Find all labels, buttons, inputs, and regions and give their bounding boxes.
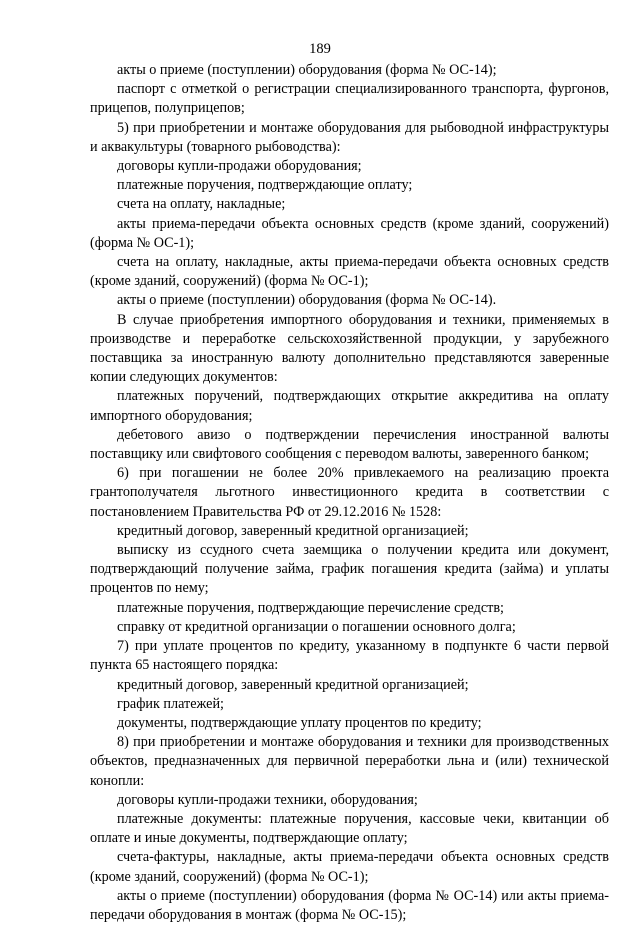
paragraph: кредитный договор, заверенный кредитной организацией; <box>117 676 469 693</box>
paragraph: кредитный договор, заверенный кредитной организацией; <box>117 522 469 539</box>
paragraph: договоры купли-продажи техники, оборудования; <box>117 791 418 808</box>
paragraph: паспорт с отметкой о регистрации специализированного транспорта, фургонов, прицепов, полуприцепов; <box>90 81 609 117</box>
paragraph: выписку из ссудного счета заемщика о получении кредита или документ, подтверждающий получение займа, график погашения кредита (займа) и уплаты процентов по нему; <box>90 542 609 597</box>
paragraph: 7) при уплате процентов по кредиту, указанному в подпункте 6 части первой пункта 65 настоящего порядка: <box>90 638 609 674</box>
paragraph: платежные поручения, подтверждающие оплату; <box>117 177 413 194</box>
paragraph: договоры купли-продажи оборудования; <box>117 158 362 175</box>
paragraph: 8) при приобретении и монтаже оборудования и техники для производственных объектов, предназначенных для первичной переработки льна и (или) технической конопли: <box>90 734 609 789</box>
page-number: 189 <box>309 41 331 57</box>
paragraph: 5) при приобретении и монтаже оборудования для рыбоводной инфраструктуры и аквакультуры (товарного рыбоводства): <box>90 119 609 155</box>
paragraph: дебетового авизо о подтверждении перечисления иностранной валюты поставщику или свифтового сообщения с переводом валюты, заверенного банком; <box>90 426 609 463</box>
paragraph: акты о приеме (поступлении) оборудования (форма № ОС-14) или акты приема-передачи оборудования в монтаж (форма № ОС-15); <box>90 887 609 923</box>
paragraph: акты о приеме (поступлении) оборудования (форма № ОС-14). <box>117 292 497 309</box>
paragraph: 6) при погашении не более 20% привлекаемого на реализацию проекта грантополучателя льготного инвестиционного кредита в соответствии с постановлением Правительства РФ от 29.12.2016 № 1528: <box>90 465 609 520</box>
paragraph: платежных поручений, подтверждающих открытие аккредитива на оплату импортного оборудования; <box>90 388 609 424</box>
paragraph: справку от кредитной организации о погашении основного долга; <box>117 618 516 635</box>
paragraph: документы, подтверждающие уплату процентов по кредиту; <box>117 714 482 731</box>
paragraph: акты о приеме (поступлении) оборудования (форма № ОС-14); <box>117 62 497 78</box>
paragraph: платежные документы: платежные поручения, кассовые чеки, квитанции об оплате и иные документы, подтверждающие оплату; <box>90 810 609 847</box>
paragraph: график платежей; <box>117 695 224 712</box>
paragraph: акты приема-передачи объекта основных средств (кроме зданий, сооружений) (форма № ОС-1); <box>90 215 609 251</box>
paragraph: счета на оплату, накладные, акты приема-передачи объекта основных средств (кроме зданий, сооружений) (форма № ОС-1); <box>90 254 609 290</box>
paragraph: платежные поручения, подтверждающие перечисление средств; <box>117 599 504 616</box>
paragraph: счета-фактуры, накладные, акты приема-передачи объекта основных средств (кроме зданий, сооружений) (форма № ОС-1); <box>90 849 609 885</box>
paragraph: счета на оплату, накладные; <box>117 196 286 213</box>
document-body <box>90 61 609 925</box>
paragraph: В случае приобретения импортного оборудования и техники, применяемых в производстве и переработке сельскохозяйственной продукции, у зарубежного поставщика за иностранную валюту дополнительно представляются заверенные копии следующих документов: <box>90 311 609 386</box>
